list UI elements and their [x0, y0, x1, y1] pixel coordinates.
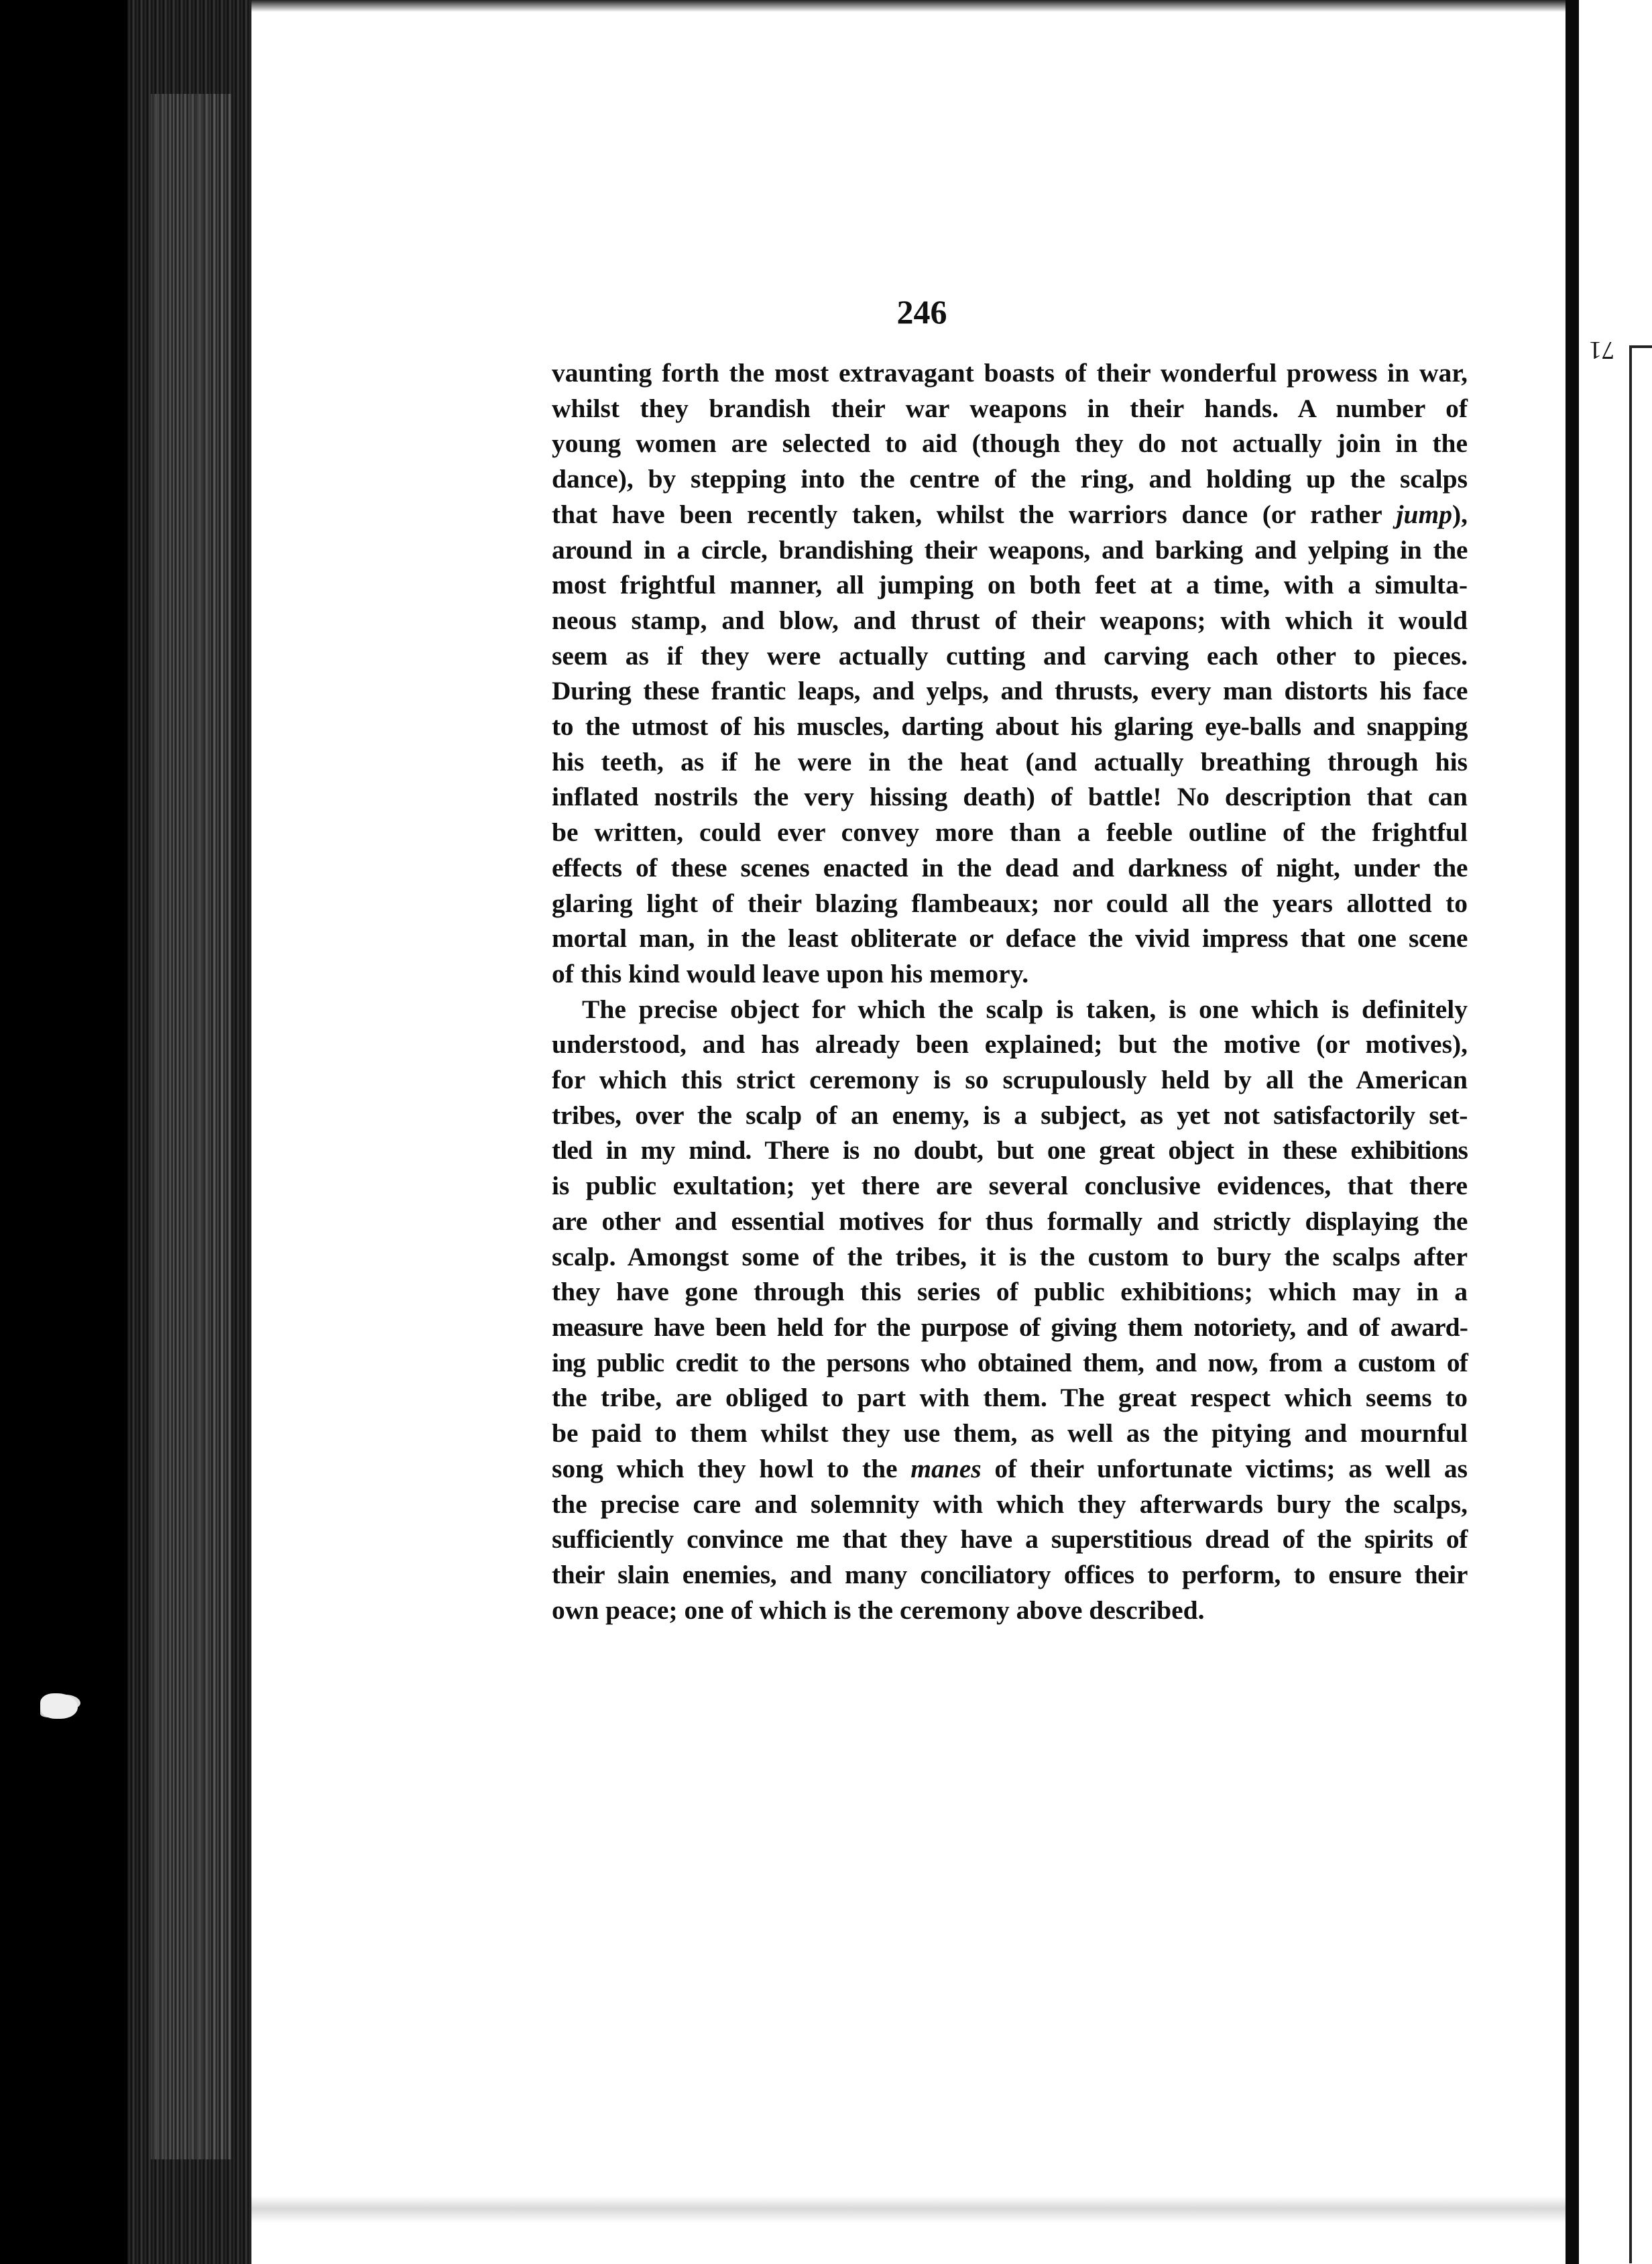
text-line: around in a circle, brandishing their weapons, and barking and yelping in the [552, 534, 1468, 565]
text-line: be written, could ever convey more than a feeble outline of the frightful [552, 817, 1468, 848]
text-line: neous stamp, and blow, and thrust of their weapons; with which it would [552, 605, 1468, 635]
text-line: they have gone through this series of public exhibitions; which may in a [552, 1277, 1468, 1307]
facing-page-rule-vertical [1629, 345, 1632, 2263]
text-line: for which this strict ceremony is so scrupulously held by all the American [552, 1065, 1468, 1095]
text-line: sufficiently convince me that they have a superstitious dread of the spirits of [552, 1524, 1468, 1554]
text-line: glaring light of their blazing flambeaux; nor could all the years allotted to [552, 888, 1468, 918]
text-line: is public exultation; yet there are several conclusive evidences, that there [552, 1171, 1468, 1201]
text-line: of this kind would leave upon his memory. [552, 958, 1029, 988]
page-number: 246 [896, 293, 947, 331]
text-line: whilst they brandish their war weapons in their hands. A number of [552, 393, 1468, 423]
italic-word: jump [1396, 499, 1452, 529]
book-gutter [1566, 0, 1579, 2264]
page-bottom-edge [251, 2196, 1566, 2223]
text-line: their slain enemies, and many conciliatory offices to perform, to ensure their [552, 1559, 1468, 1589]
paper-blot [40, 1693, 78, 1719]
facing-page-rule-horizontal [1629, 345, 1652, 348]
book-page-edges-texture [151, 94, 231, 2159]
facing-page-mark: 71 [1589, 336, 1614, 364]
text-line: young women are selected to aid (though they do not actually join in the [552, 429, 1468, 459]
text-line: his teeth, as if he were in the heat (and actually breathing through his [552, 746, 1468, 777]
text-line: scalp. Amongst some of the tribes, it is the custom to bury the scalps after [552, 1241, 1468, 1271]
paragraph-1 [552, 355, 1468, 992]
text-line: tled in my mind. There is no doubt, but one great object in these exhibitions [552, 1135, 1468, 1166]
paragraph-2 [552, 992, 1468, 1628]
body-text [552, 355, 1468, 1628]
page-top-shadow [251, 0, 1566, 12]
text-line: The precise object for which the scalp is taken, is one which is definitely [582, 994, 1468, 1024]
text-line: are other and essential motives for thus formally and strictly displaying the [552, 1206, 1468, 1236]
text-line: be paid to them whilst they use them, as well as the pitying and mournful [552, 1418, 1468, 1449]
text-line: the precise care and solemnity with which they afterwards bury the scalps, [552, 1489, 1468, 1519]
text-line: mortal man, in the least obliterate or deface the vivid impress that one scene [552, 923, 1468, 954]
text-line: that have been recently taken, whilst the warriors dance (or rather jump), [552, 499, 1468, 529]
text-line: vaunting forth the most extravagant boasts of their wonderful prowess in war, [552, 358, 1468, 388]
text-line: effects of these scenes enacted in the dead and darkness of night, under the [552, 852, 1468, 883]
text-line: the tribe, are obliged to part with them. The great respect which seems to [552, 1383, 1468, 1413]
text-line: inflated nostrils the very hissing death) of battle! No description that can [552, 782, 1468, 812]
text-line: dance), by stepping into the centre of the ring, and holding up the scalps [552, 464, 1468, 494]
text-line: measure have been held for the purpose of giving them notoriety, and of award- [552, 1312, 1468, 1342]
text-line: song which they howl to the manes of their unfortunate victims; as well as [552, 1453, 1468, 1483]
italic-word: manes [910, 1453, 982, 1483]
text-line: most frightful manner, all jumping on both feet at a time, with a simulta- [552, 570, 1468, 600]
text-line: seem as if they were actually cutting and carving each other to pieces. [552, 640, 1468, 671]
text-line: ing public credit to the persons who obtained them, and now, from a custom of [552, 1347, 1468, 1377]
text-line: own peace; one of which is the ceremony above described. [552, 1595, 1205, 1625]
text-line: tribes, over the scalp of an enemy, is a subject, as yet not satisfactorily set- [552, 1100, 1468, 1130]
text-line: understood, and has already been explained; but the motive (or motives), [552, 1029, 1468, 1060]
text-line: During these frantic leaps, and yelps, and thrusts, every man distorts his face [552, 676, 1468, 706]
text-line: to the utmost of his muscles, darting about his glaring eye-balls and snapping [552, 712, 1468, 742]
